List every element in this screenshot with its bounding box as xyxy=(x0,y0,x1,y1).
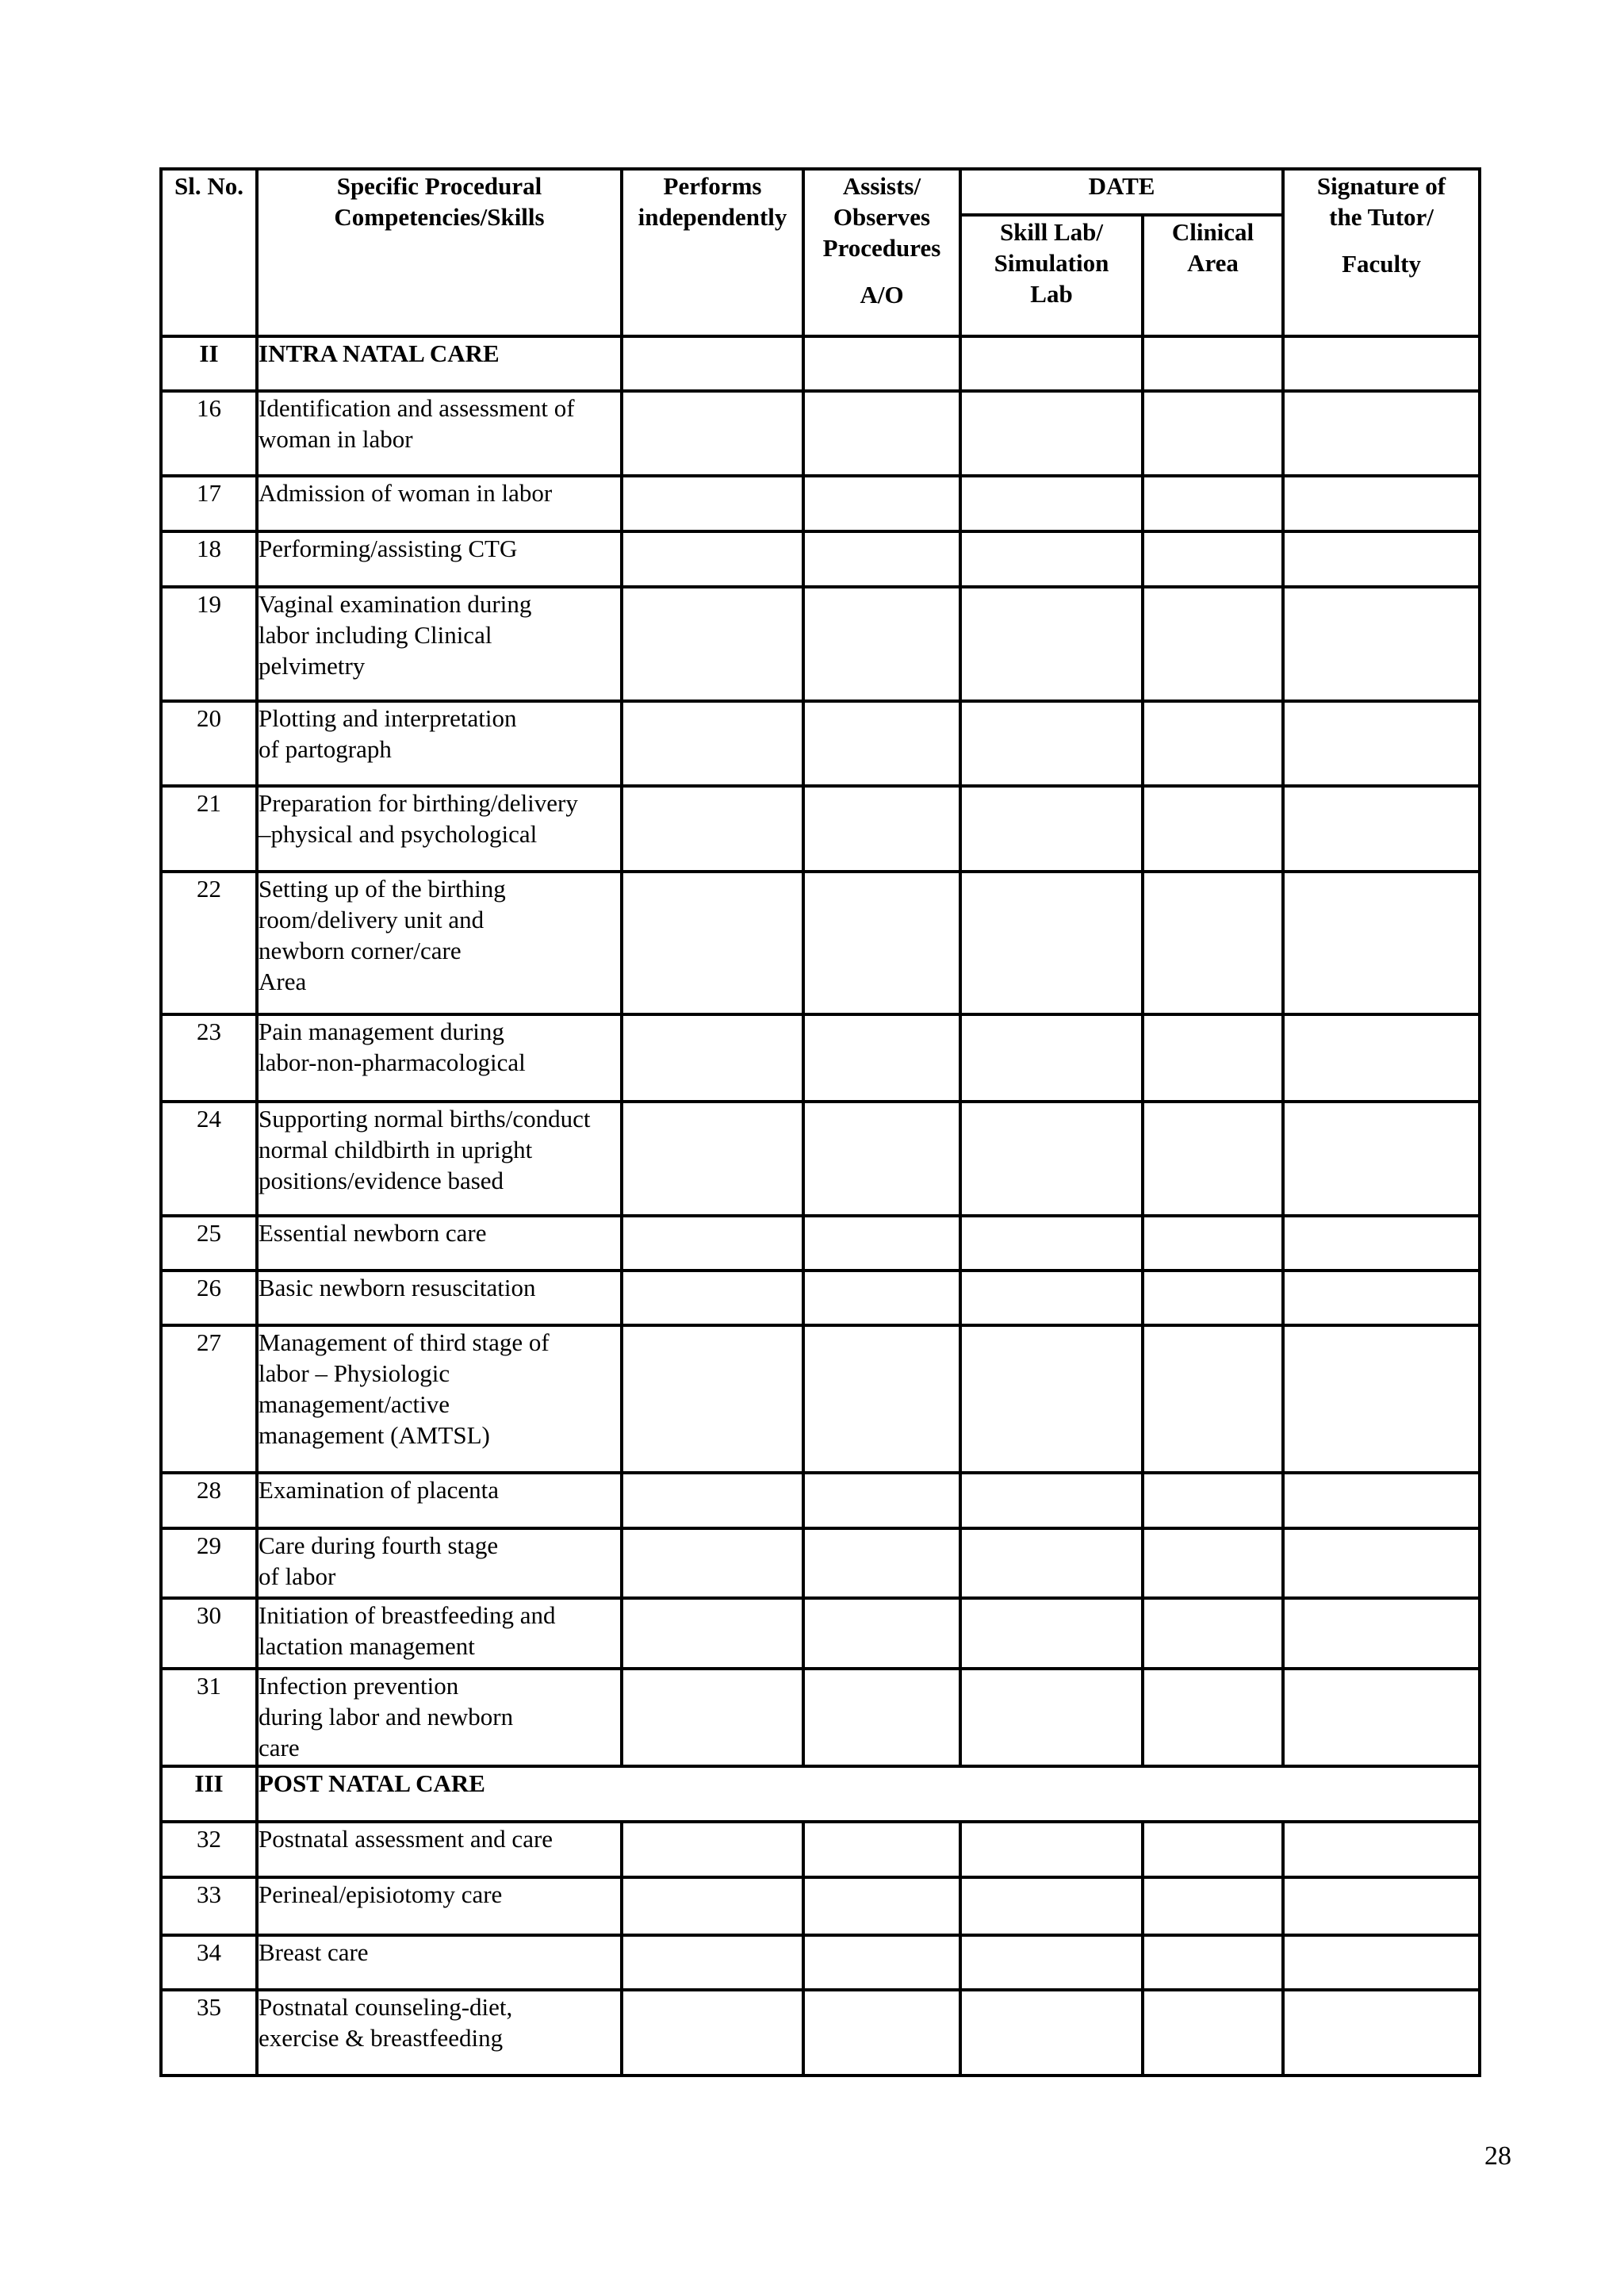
table-row xyxy=(161,1822,1480,1877)
cell-performs[interactable] xyxy=(622,786,803,872)
cell-clinical-date[interactable] xyxy=(1143,701,1283,786)
cell-performs[interactable] xyxy=(622,1877,803,1935)
cell-signature[interactable] xyxy=(1283,1822,1480,1877)
cell-clinical-date[interactable] xyxy=(1143,587,1283,701)
section-title: INTRA NATAL CARE xyxy=(257,336,622,391)
row-skill: Breast care xyxy=(257,1935,622,1990)
row-number: 20 xyxy=(161,701,257,786)
cell-signature[interactable] xyxy=(1283,1528,1480,1598)
cell-clinical-date[interactable] xyxy=(1143,1014,1283,1102)
row-number: 28 xyxy=(161,1473,257,1528)
row-number: 31 xyxy=(161,1669,257,1766)
table-row xyxy=(161,872,1480,1014)
cell-performs[interactable] xyxy=(622,1669,803,1766)
cell-performs[interactable] xyxy=(622,1935,803,1990)
table-row xyxy=(161,587,1480,701)
page-number: 28 xyxy=(1484,2141,1511,2171)
cell-signature[interactable] xyxy=(1283,1102,1480,1216)
cell-performs[interactable] xyxy=(622,476,803,531)
table-row xyxy=(161,391,1480,476)
row-number: 21 xyxy=(161,786,257,872)
cell-skill-lab-date[interactable] xyxy=(960,1325,1143,1473)
competency-table xyxy=(159,167,1481,2077)
cell-signature[interactable] xyxy=(1283,1325,1480,1473)
row-number: 19 xyxy=(161,587,257,701)
cell-assists[interactable] xyxy=(803,872,960,1014)
cell-skill-lab-date[interactable] xyxy=(960,1271,1143,1325)
cell-performs[interactable] xyxy=(622,1102,803,1216)
cell-skill-lab-date[interactable] xyxy=(960,391,1143,476)
cell-assists[interactable] xyxy=(803,1877,960,1935)
cell-clinical-date[interactable] xyxy=(1143,336,1283,391)
cell-performs[interactable] xyxy=(622,1598,803,1669)
cell-performs[interactable] xyxy=(622,701,803,786)
cell-assists[interactable] xyxy=(803,701,960,786)
section-number: II xyxy=(161,336,257,391)
row-number: 35 xyxy=(161,1990,257,2076)
cell-skill-lab-date[interactable] xyxy=(960,1935,1143,1990)
section-title: POST NATAL CARE xyxy=(257,1766,1480,1822)
row-skill: Preparation for birthing/delivery –physical and psychological xyxy=(257,786,622,872)
cell-signature[interactable] xyxy=(1283,1598,1480,1669)
row-skill: Vaginal examination during labor including Clinical pelvimetry xyxy=(257,587,622,701)
row-skill: Perineal/episiotomy care xyxy=(257,1877,622,1935)
cell-assists[interactable] xyxy=(803,476,960,531)
row-skill: Care during fourth stage of labor xyxy=(257,1528,622,1598)
row-skill: Plotting and interpretation of partograph xyxy=(257,701,622,786)
row-number: 25 xyxy=(161,1216,257,1271)
row-number: 33 xyxy=(161,1877,257,1935)
row-skill: Management of third stage of labor – Physiologic management/active management (AMTSL) xyxy=(257,1325,622,1473)
cell-assists[interactable] xyxy=(803,1216,960,1271)
row-skill: Essential newborn care xyxy=(257,1216,622,1271)
cell-skill-lab-date[interactable] xyxy=(960,1216,1143,1271)
cell-assists[interactable] xyxy=(803,1102,960,1216)
cell-assists[interactable] xyxy=(803,1598,960,1669)
header-sl-no: Sl. No. xyxy=(161,169,257,336)
cell-clinical-date[interactable] xyxy=(1143,872,1283,1014)
header-assists: Assists/ Observes Procedures A/O xyxy=(803,169,960,336)
table-row xyxy=(161,1014,1480,1102)
table-row xyxy=(161,531,1480,587)
table-row xyxy=(161,786,1480,872)
row-skill: Pain management during labor-non-pharmacological xyxy=(257,1014,622,1102)
cell-signature[interactable] xyxy=(1283,587,1480,701)
cell-assists[interactable] xyxy=(803,1473,960,1528)
cell-skill-lab-date[interactable] xyxy=(960,531,1143,587)
section-number: III xyxy=(161,1766,257,1822)
cell-assists[interactable] xyxy=(803,531,960,587)
cell-assists[interactable] xyxy=(803,336,960,391)
header-skill-lab: Skill Lab/ Simulation Lab xyxy=(960,215,1143,336)
header-signature: Signature of the Tutor/ Faculty xyxy=(1283,169,1480,336)
cell-performs[interactable] xyxy=(622,1822,803,1877)
row-skill: Admission of woman in labor xyxy=(257,476,622,531)
cell-skill-lab-date[interactable] xyxy=(960,1014,1143,1102)
row-skill: Performing/assisting CTG xyxy=(257,531,622,587)
cell-signature[interactable] xyxy=(1283,786,1480,872)
row-number: 24 xyxy=(161,1102,257,1216)
cell-assists[interactable] xyxy=(803,786,960,872)
cell-signature[interactable] xyxy=(1283,391,1480,476)
cell-performs[interactable] xyxy=(622,531,803,587)
row-number: 22 xyxy=(161,872,257,1014)
row-skill: Examination of placenta xyxy=(257,1473,622,1528)
cell-assists[interactable] xyxy=(803,1669,960,1766)
row-skill: Infection prevention during labor and newborn care xyxy=(257,1669,622,1766)
header-date: DATE xyxy=(960,169,1283,215)
cell-skill-lab-date[interactable] xyxy=(960,476,1143,531)
cell-assists[interactable] xyxy=(803,1990,960,2076)
cell-signature[interactable] xyxy=(1283,1990,1480,2076)
cell-signature[interactable] xyxy=(1283,872,1480,1014)
cell-performs[interactable] xyxy=(622,872,803,1014)
cell-skill-lab-date[interactable] xyxy=(960,786,1143,872)
cell-skill-lab-date[interactable] xyxy=(960,701,1143,786)
cell-clinical-date[interactable] xyxy=(1143,1598,1283,1669)
cell-performs[interactable] xyxy=(622,1528,803,1598)
table-row xyxy=(161,1877,1480,1935)
cell-signature[interactable] xyxy=(1283,1877,1480,1935)
cell-skill-lab-date[interactable] xyxy=(960,1598,1143,1669)
cell-assists[interactable] xyxy=(803,587,960,701)
header-skills: Specific Procedural Competencies/Skills xyxy=(257,169,622,336)
section-row xyxy=(161,336,1480,391)
row-number: 18 xyxy=(161,531,257,587)
row-number: 17 xyxy=(161,476,257,531)
cell-assists[interactable] xyxy=(803,1325,960,1473)
cell-signature[interactable] xyxy=(1283,1669,1480,1766)
cell-clinical-date[interactable] xyxy=(1143,1822,1283,1877)
cell-clinical-date[interactable] xyxy=(1143,531,1283,587)
cell-signature[interactable] xyxy=(1283,1271,1480,1325)
row-skill: Setting up of the birthing room/delivery unit and newborn corner/care Area xyxy=(257,872,622,1014)
row-number: 23 xyxy=(161,1014,257,1102)
cell-performs[interactable] xyxy=(622,1325,803,1473)
row-number: 26 xyxy=(161,1271,257,1325)
cell-clinical-date[interactable] xyxy=(1143,1669,1283,1766)
cell-performs[interactable] xyxy=(622,1216,803,1271)
cell-signature[interactable] xyxy=(1283,1473,1480,1528)
cell-performs[interactable] xyxy=(622,1990,803,2076)
cell-skill-lab-date[interactable] xyxy=(960,336,1143,391)
cell-clinical-date[interactable] xyxy=(1143,1473,1283,1528)
row-skill: Identification and assessment of woman in labor xyxy=(257,391,622,476)
cell-performs[interactable] xyxy=(622,1271,803,1325)
cell-skill-lab-date[interactable] xyxy=(960,587,1143,701)
row-number: 34 xyxy=(161,1935,257,1990)
cell-assists[interactable] xyxy=(803,1528,960,1598)
cell-clinical-date[interactable] xyxy=(1143,476,1283,531)
row-number: 27 xyxy=(161,1325,257,1473)
row-number: 30 xyxy=(161,1598,257,1669)
cell-signature[interactable] xyxy=(1283,701,1480,786)
table-row xyxy=(161,1473,1480,1528)
cell-clinical-date[interactable] xyxy=(1143,1325,1283,1473)
header-performs: Performs independently xyxy=(622,169,803,336)
cell-clinical-date[interactable] xyxy=(1143,786,1283,872)
row-skill: Postnatal assessment and care xyxy=(257,1822,622,1877)
cell-clinical-date[interactable] xyxy=(1143,1271,1283,1325)
cell-skill-lab-date[interactable] xyxy=(960,1877,1143,1935)
cell-assists[interactable] xyxy=(803,1271,960,1325)
row-skill: Postnatal counseling-diet, exercise & breastfeeding xyxy=(257,1990,622,2076)
row-number: 29 xyxy=(161,1528,257,1598)
cell-signature[interactable] xyxy=(1283,336,1480,391)
cell-skill-lab-date[interactable] xyxy=(960,1669,1143,1766)
cell-signature[interactable] xyxy=(1283,1935,1480,1990)
cell-clinical-date[interactable] xyxy=(1143,1102,1283,1216)
table-row xyxy=(161,1102,1480,1216)
cell-assists[interactable] xyxy=(803,1935,960,1990)
table-row xyxy=(161,1669,1480,1766)
cell-assists[interactable] xyxy=(803,1822,960,1877)
section-row xyxy=(161,1766,1480,1822)
table-row xyxy=(161,476,1480,531)
cell-performs[interactable] xyxy=(622,336,803,391)
row-number: 16 xyxy=(161,391,257,476)
cell-skill-lab-date[interactable] xyxy=(960,1473,1143,1528)
row-number: 32 xyxy=(161,1822,257,1877)
cell-skill-lab-date[interactable] xyxy=(960,872,1143,1014)
header-clinical-area: Clinical Area xyxy=(1143,215,1283,336)
cell-assists[interactable] xyxy=(803,1014,960,1102)
cell-clinical-date[interactable] xyxy=(1143,1990,1283,2076)
row-skill: Supporting normal births/conduct normal childbirth in upright positions/evidence based xyxy=(257,1102,622,1216)
cell-signature[interactable] xyxy=(1283,531,1480,587)
cell-skill-lab-date[interactable] xyxy=(960,1822,1143,1877)
cell-performs[interactable] xyxy=(622,1473,803,1528)
cell-signature[interactable] xyxy=(1283,1216,1480,1271)
cell-signature[interactable] xyxy=(1283,476,1480,531)
table-row xyxy=(161,1325,1480,1473)
table-row xyxy=(161,1598,1480,1669)
table-row xyxy=(161,1990,1480,2076)
cell-performs[interactable] xyxy=(622,1014,803,1102)
table-row xyxy=(161,1271,1480,1325)
cell-clinical-date[interactable] xyxy=(1143,1216,1283,1271)
cell-skill-lab-date[interactable] xyxy=(960,1102,1143,1216)
cell-performs[interactable] xyxy=(622,391,803,476)
cell-clinical-date[interactable] xyxy=(1143,1877,1283,1935)
cell-signature[interactable] xyxy=(1283,1014,1480,1102)
row-skill: Initiation of breastfeeding and lactation management xyxy=(257,1598,622,1669)
table-row xyxy=(161,1935,1480,1990)
cell-performs[interactable] xyxy=(622,587,803,701)
table-row xyxy=(161,1216,1480,1271)
table-row xyxy=(161,701,1480,786)
cell-clinical-date[interactable] xyxy=(1143,1528,1283,1598)
cell-assists[interactable] xyxy=(803,391,960,476)
row-skill: Basic newborn resuscitation xyxy=(257,1271,622,1325)
table-row xyxy=(161,1528,1480,1598)
cell-skill-lab-date[interactable] xyxy=(960,1528,1143,1598)
cell-clinical-date[interactable] xyxy=(1143,1935,1283,1990)
cell-skill-lab-date[interactable] xyxy=(960,1990,1143,2076)
cell-clinical-date[interactable] xyxy=(1143,391,1283,476)
